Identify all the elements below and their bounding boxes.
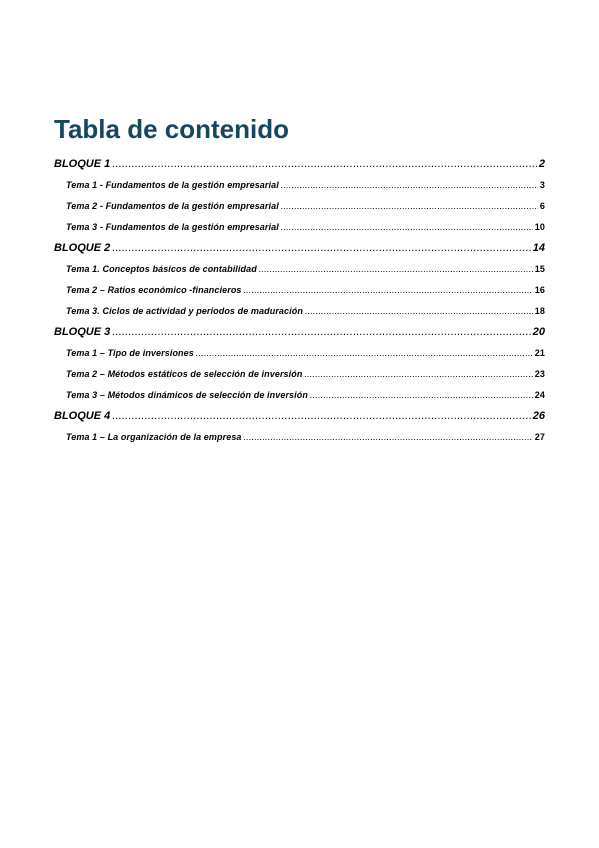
dot-leader: [281, 196, 538, 217]
toc-entry-bloque-3[interactable]: [54, 322, 545, 343]
toc-entry-page-number: 10: [534, 222, 545, 232]
toc-entry-label: Tema 2 – Ratios económico -financieros: [66, 285, 242, 295]
toc-entry-bloque-3-tema-2[interactable]: [54, 364, 545, 385]
toc-entry-bloque-2-tema-1[interactable]: [54, 259, 545, 280]
toc-entry-page-number: 23: [534, 369, 545, 379]
dot-leader: [310, 385, 533, 406]
dot-leader: [305, 301, 533, 322]
toc-entry-page-number: 6: [539, 201, 545, 211]
toc-entry-page-number: 16: [534, 285, 545, 295]
dot-leader: [112, 406, 531, 427]
toc-entry-label: Tema 2 – Métodos estáticos de selección de inversión: [66, 369, 303, 379]
dot-leader: [281, 217, 533, 238]
dot-leader: [259, 259, 533, 280]
toc-entry-label: Tema 1 - Fundamentos de la gestión empresarial: [66, 180, 279, 190]
toc-entry-page-number: 18: [534, 306, 545, 316]
toc-entry-page-number: 27: [534, 432, 545, 442]
toc-entry-label: Tema 3 - Fundamentos de la gestión empresarial: [66, 222, 279, 232]
toc-entry-bloque-3-tema-1[interactable]: [54, 343, 545, 364]
toc-entry-label: BLOQUE 3: [54, 326, 111, 338]
toc-title: Tabla de contenido: [54, 114, 289, 144]
toc-entry-page-number: 15: [534, 264, 545, 274]
dot-leader: [244, 427, 533, 448]
toc-entry-label: Tema 2 - Fundamentos de la gestión empresarial: [66, 201, 279, 211]
toc-entry-label: Tema 3 – Métodos dinámicos de selección de inversión: [66, 390, 308, 400]
toc-entry-bloque-2-tema-3[interactable]: [54, 301, 545, 322]
toc-entry-label: Tema 1. Conceptos básicos de contabilidad: [66, 264, 257, 274]
toc-entry-label: Tema 3. Ciclos de actividad y periodos de maduración: [66, 306, 303, 316]
dot-leader: [244, 280, 533, 301]
toc-entry-bloque-4-tema-1[interactable]: [54, 427, 545, 448]
toc-entry-bloque-2[interactable]: [54, 238, 545, 259]
toc-entry-bloque-1-tema-2[interactable]: [54, 196, 545, 217]
toc-entry-label: Tema 1 – Tipo de inversiones: [66, 348, 194, 358]
toc-entry-page-number: 3: [539, 180, 545, 190]
dot-leader: [281, 175, 538, 196]
toc-entry-label: BLOQUE 1: [54, 158, 111, 170]
toc-entry-page-number: 14: [532, 242, 545, 254]
dot-leader: [112, 154, 537, 175]
toc-entry-page-number: 26: [532, 410, 545, 422]
toc-entry-bloque-4[interactable]: [54, 406, 545, 427]
toc-entry-label: BLOQUE 2: [54, 242, 111, 254]
toc-entry-page-number: 24: [534, 390, 545, 400]
toc-entry-label: BLOQUE 4: [54, 410, 111, 422]
dot-leader: [112, 238, 531, 259]
toc-entry-page-number: 2: [538, 158, 545, 170]
toc-entry-page-number: 20: [532, 326, 545, 338]
toc-entry-bloque-3-tema-3[interactable]: [54, 385, 545, 406]
table-of-contents: [54, 154, 545, 448]
dot-leader: [304, 364, 532, 385]
dot-leader: [112, 322, 531, 343]
toc-entry-bloque-1-tema-3[interactable]: [54, 217, 545, 238]
dot-leader: [196, 343, 533, 364]
toc-entry-bloque-1-tema-1[interactable]: [54, 175, 545, 196]
toc-entry-page-number: 21: [534, 348, 545, 358]
toc-entry-bloque-2-tema-2[interactable]: [54, 280, 545, 301]
toc-entry-label: Tema 1 – La organización de la empresa: [66, 432, 242, 442]
toc-entry-bloque-1[interactable]: [54, 154, 545, 175]
